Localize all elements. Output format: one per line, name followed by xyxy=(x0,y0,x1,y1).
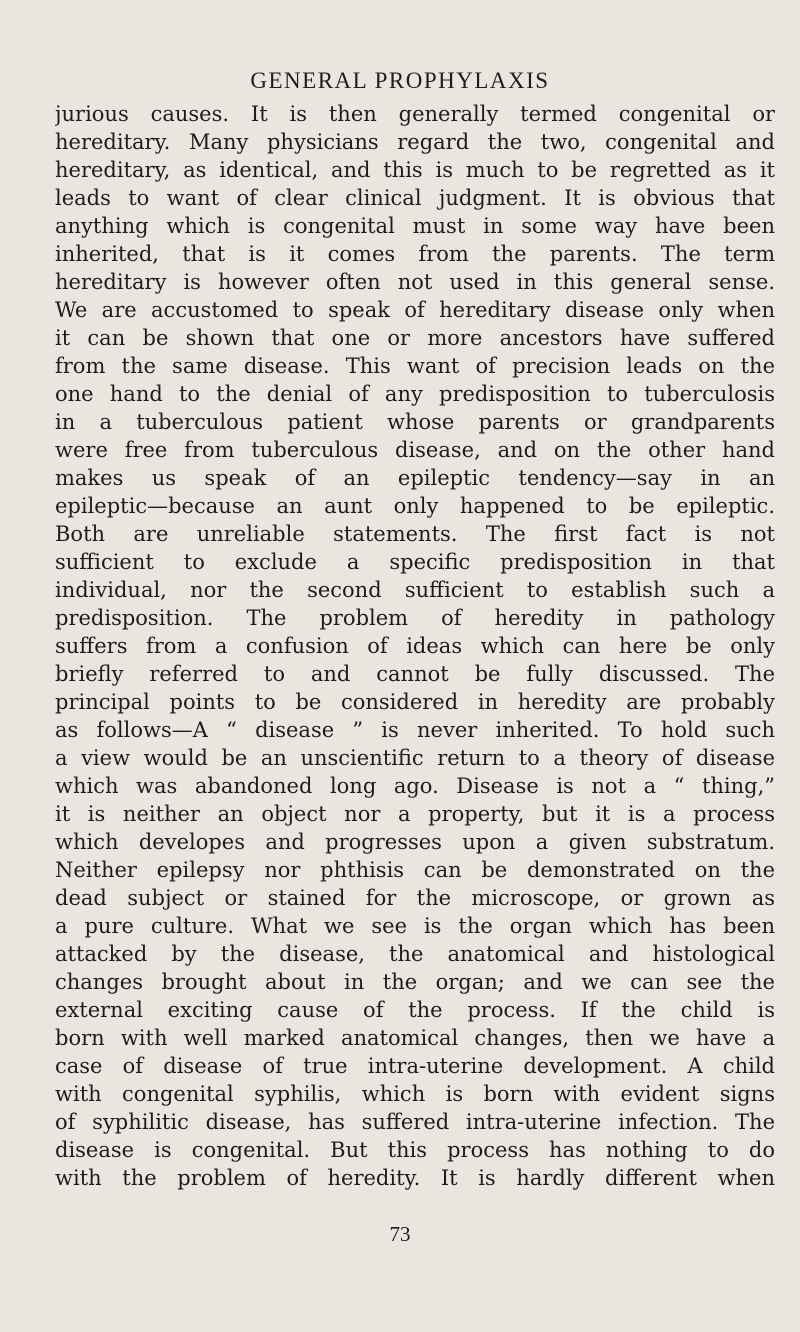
text-line: hereditary. Many physicians regard the two, congenital and xyxy=(55,130,775,154)
text-line: with congenital syphilis, which is born with evident signs xyxy=(55,1082,775,1106)
text-line: predisposition. The problem of heredity in pathology xyxy=(55,606,775,630)
text-line: case of disease of true intra-uterine development. A child xyxy=(55,1054,775,1078)
text-line: which developes and progresses upon a given substratum. xyxy=(55,830,775,854)
text-line: changes brought about in the organ; and we can see the xyxy=(55,970,775,994)
text-line: attacked by the disease, the anatomical and histological xyxy=(55,942,775,966)
text-line: principal points to be considered in heredity are probably xyxy=(55,690,775,714)
text-line: We are accustomed to speak of hereditary disease only when xyxy=(55,298,775,322)
text-line: Both are unreliable statements. The first fact is not xyxy=(55,522,775,546)
text-line: it is neither an object nor a property, but it is a process xyxy=(55,802,775,826)
text-line: leads to want of clear clinical judgment. It is obvious that xyxy=(55,186,775,210)
text-line: were free from tuberculous disease, and on the other hand xyxy=(55,438,775,462)
text-line: a view would be an unscientific return to a theory of disease xyxy=(55,746,775,770)
text-line: hereditary, as identical, and this is much to be regretted as it xyxy=(55,158,775,182)
text-line: in a tuberculous patient whose parents or grandparents xyxy=(55,410,775,434)
text-line: born with well marked anatomical changes, then we have a xyxy=(55,1026,775,1050)
text-line: of syphilitic disease, has suffered intra-uterine infection. The xyxy=(55,1110,775,1134)
text-line: a pure culture. What we see is the organ which has been xyxy=(55,914,775,938)
text-line: one hand to the denial of any predisposition to tuberculosis xyxy=(55,382,775,406)
text-line: epileptic—because an aunt only happened to be epileptic. xyxy=(55,494,775,518)
text-line: as follows—A “ disease ” is never inherited. To hold such xyxy=(55,718,775,742)
text-line: sufficient to exclude a specific predisposition in that xyxy=(55,550,775,574)
text-line: individual, nor the second sufficient to establish such a xyxy=(55,578,775,602)
text-line: jurious causes. It is then generally termed congenital or xyxy=(55,102,775,126)
text-line: inherited, that is it comes from the parents. The term xyxy=(55,242,775,266)
text-line: anything which is congenital must in some way have been xyxy=(55,214,775,238)
text-line: which was abandoned long ago. Disease is not a “ thing,” xyxy=(55,774,775,798)
text-line: dead subject or stained for the microscope, or grown as xyxy=(55,886,775,910)
running-head: GENERAL PROPHYLAXIS xyxy=(250,68,550,93)
page-number: 73 xyxy=(389,1222,411,1246)
text-line: briefly referred to and cannot be fully discussed. The xyxy=(55,662,775,686)
text-line: suffers from a confusion of ideas which can here be only xyxy=(55,634,775,658)
text-line: makes us speak of an epileptic tendency—say in an xyxy=(55,466,775,490)
text-line: disease is congenital. But this process has nothing to do xyxy=(55,1138,775,1162)
text-line: hereditary is however often not used in this general sense. xyxy=(55,270,775,294)
text-line: it can be shown that one or more ancestors have suffered xyxy=(55,326,775,350)
text-line: from the same disease. This want of precision leads on the xyxy=(55,354,775,378)
text-line: external exciting cause of the process. If the child is xyxy=(55,998,775,1022)
text-line: Neither epilepsy nor phthisis can be demonstrated on the xyxy=(55,858,775,882)
body-text xyxy=(55,100,775,1192)
text-line: with the problem of heredity. It is hardly different when xyxy=(55,1166,775,1190)
